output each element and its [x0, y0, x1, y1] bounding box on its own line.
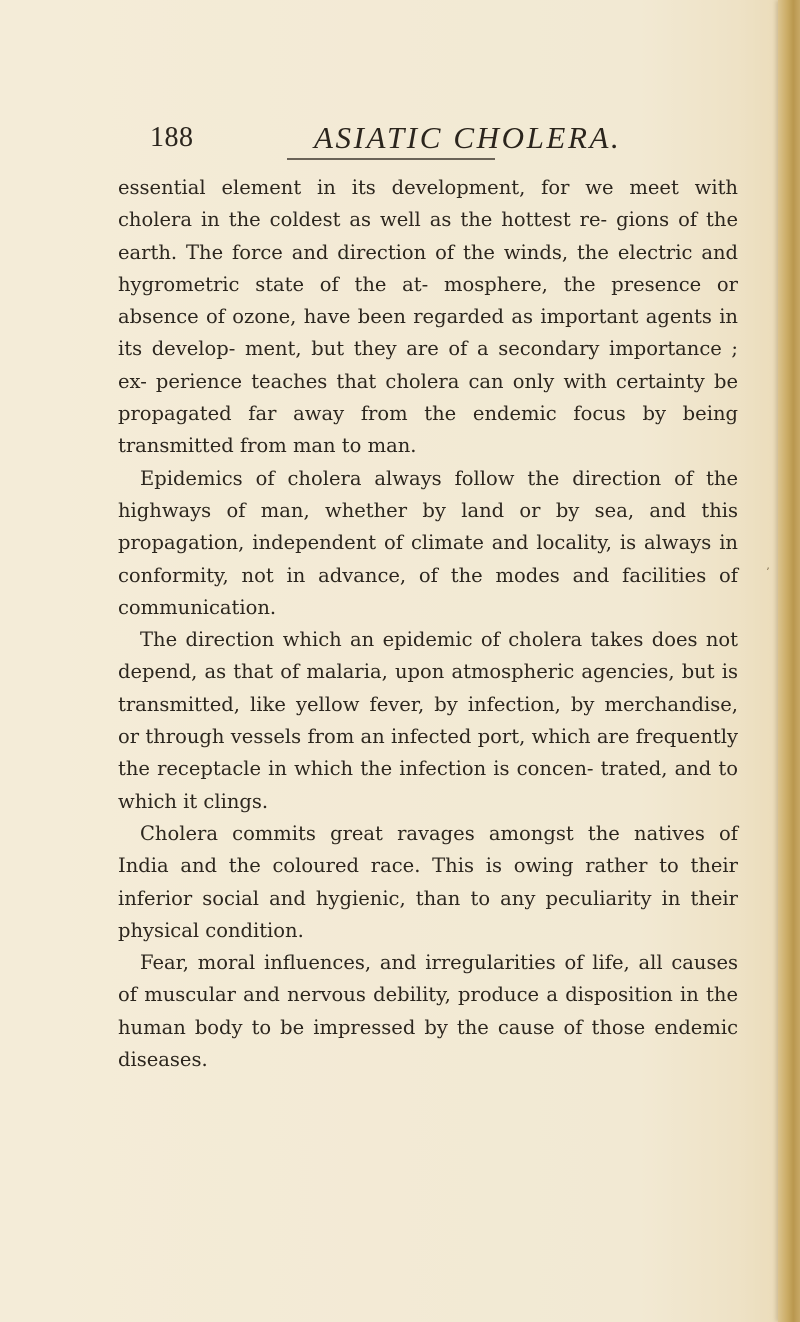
paragraph-fear: Fear, moral influences, and irregularities of life, all causes of muscular and nervous debility, produce a disposition in the human body to be impressed by the cause of those endemic diseases.	[118, 951, 738, 1072]
paragraph-epidemics: Epidemics of cholera always follow the direction of the highways of man, whether by land or by sea, and this propagation, independent of climate and locality, is always in conformity, not in advance, of the modes and facilities of communication.	[118, 466, 738, 619]
body-text	[118, 172, 738, 1076]
running-head	[150, 116, 670, 156]
margin-mark: ʼ	[766, 567, 770, 578]
page-edge	[778, 0, 800, 1322]
paragraph-direction: The direction which an epidemic of cholera takes does not depend, as that of malaria, upon atmospheric agencies, but is transmitted, like yellow fever, by infection, by merchandise, or through vessels from an infected port, which are frequently the receptacle in which the infection is concen- trated, and to which it clings.	[118, 628, 738, 813]
page-number: 188	[150, 122, 194, 153]
running-title: ASIATIC CHOLERA.	[314, 120, 622, 155]
paragraph-continued: essential element in its development, for we meet with cholera in the coldest as well as the hottest re- gions of the earth. The force and direction of the winds, the electric and hygrometric state of the at- mosphere, the presence or absence of ozone, have been regarded as important agents in its develop- ment, but they are of a secondary importance ; ex- perience teaches that cholera can only with certainty be propagated far away from the endemic focus by being transmitted from man to man.	[118, 176, 738, 458]
paragraph-ravages: Cholera commits great ravages amongst the natives of India and the coloured race. This is owing rather to their inferior social and hygienic, than to any peculiarity in their physical condition.	[118, 821, 738, 942]
header-rule	[287, 158, 495, 160]
